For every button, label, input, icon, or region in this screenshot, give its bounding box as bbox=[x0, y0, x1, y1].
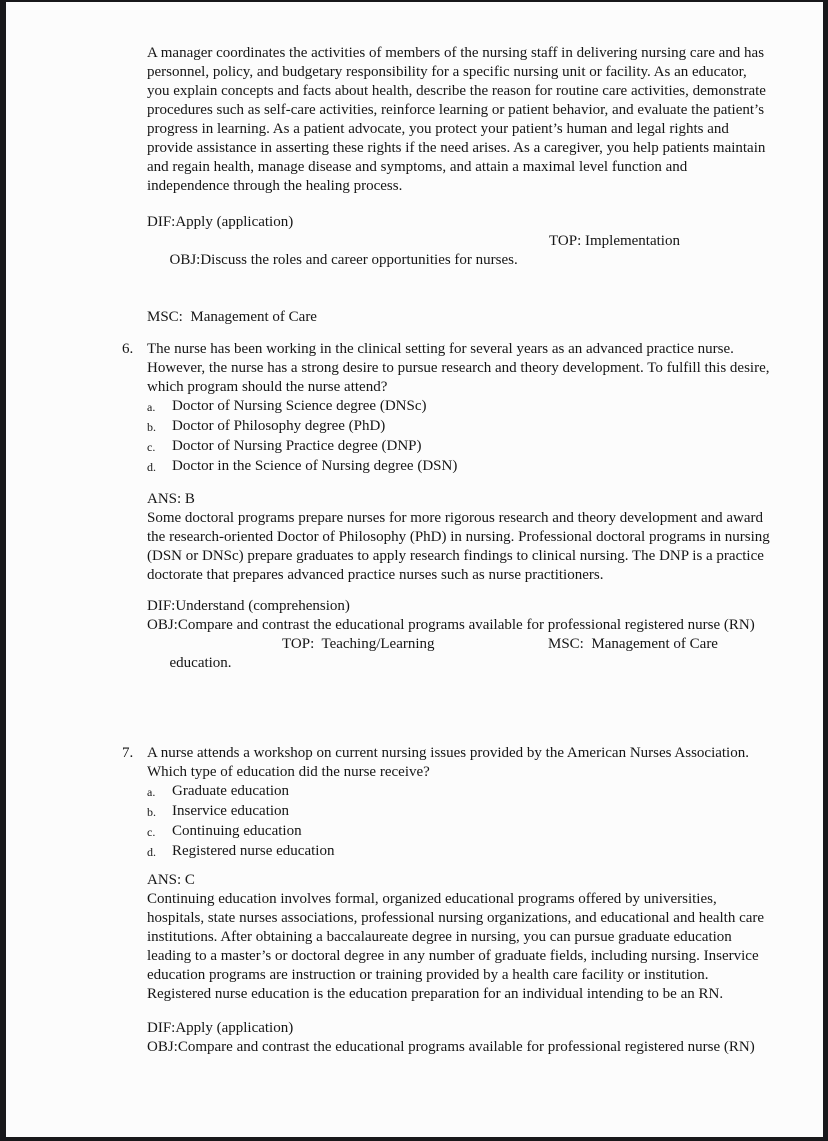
dif-line: DIF:Understand (comprehension) bbox=[147, 598, 350, 614]
answer-line: ANS: C bbox=[147, 872, 195, 888]
option-text: Graduate education bbox=[172, 783, 290, 799]
option-row bbox=[147, 457, 772, 477]
option-text: Inservice education bbox=[172, 803, 290, 819]
option-text: Doctor of Nursing Practice degree (DNP) bbox=[172, 438, 422, 454]
option-letter: c. bbox=[147, 825, 156, 839]
option-row bbox=[147, 417, 772, 437]
obj-line: OBJ:Compare and contrast the educational programs available for professional registered nurse (RN) bbox=[147, 1039, 755, 1055]
option-row bbox=[147, 782, 772, 802]
rationale-paragraph: Some doctoral programs prepare nurses for more rigorous research and theory development and award the research-oriented Doctor of Philosophy (PhD) in nursing. Professional doctoral programs in nursing (DSN or DNSc) prepare graduates to apply research findings to clinical nursing. The DNP is a practice doctorate that prepares advanced practice nurses such as nurse practitioners. bbox=[147, 510, 770, 583]
option-row bbox=[147, 842, 772, 862]
obj-top-line bbox=[147, 232, 774, 308]
msc-line: MSC: Management of Care bbox=[147, 309, 317, 325]
option-row bbox=[147, 437, 772, 457]
tag-block-1 bbox=[147, 213, 774, 327]
option-letter: a. bbox=[147, 785, 156, 799]
dif-line: DIF:Apply (application) bbox=[147, 1020, 294, 1036]
option-letter: c. bbox=[147, 440, 156, 454]
top-label: TOP: Implementation bbox=[549, 233, 680, 249]
option-letter: d. bbox=[147, 845, 156, 859]
option-letter: b. bbox=[147, 420, 156, 434]
answer-line: ANS: B bbox=[147, 491, 195, 507]
option-letter: a. bbox=[147, 400, 156, 414]
dif-line: DIF:Apply (application) bbox=[147, 214, 294, 230]
option-text: Doctor in the Science of Nursing degree (DSN) bbox=[172, 458, 458, 474]
question-text: A nurse attends a workshop on current nursing issues provided by the American Nurses Association. Which type of education did the nurse receive? bbox=[147, 745, 749, 780]
page-edge-right bbox=[823, 0, 828, 1141]
option-text: Doctor of Nursing Science degree (DNSc) bbox=[172, 398, 427, 414]
option-text: Continuing education bbox=[172, 823, 302, 839]
question-7 bbox=[122, 744, 774, 862]
option-row bbox=[147, 397, 772, 417]
obj-line: OBJ:Compare and contrast the educational programs available for professional registered nurse (RN) bbox=[147, 617, 755, 633]
tag-block-2 bbox=[147, 597, 774, 730]
page-edge-bottom bbox=[0, 1137, 828, 1141]
document-page bbox=[122, 44, 774, 1070]
obj-label: OBJ:Discuss the roles and career opportunities for nurses. bbox=[169, 252, 518, 268]
page-edge-top bbox=[0, 0, 828, 2]
page-edge-left bbox=[0, 0, 6, 1141]
top-label: TOP: Teaching/Learning bbox=[282, 636, 435, 652]
question-number: 7. bbox=[122, 745, 134, 761]
tag-block-3 bbox=[147, 1019, 774, 1057]
option-text: Registered nurse education bbox=[172, 843, 335, 859]
option-letter: b. bbox=[147, 805, 156, 819]
obj-top-msc-line bbox=[147, 635, 774, 730]
option-letter: d. bbox=[147, 460, 156, 474]
option-text: Doctor of Philosophy degree (PhD) bbox=[172, 418, 386, 434]
rationale-paragraph: Continuing education involves formal, organized educational programs offered by universities, hospitals, state nurses associations, professional nursing organizations, and educational and health care institutions. After obtaining a baccalaureate degree in nursing, you can pursue graduate education leading to a master’s or doctoral degree in any number of graduate fields, including nursing. Inservice education programs are instruction or training provided by a health care facility or institution. Registered nurse education is the education preparation for an individual intending to be an RN. bbox=[147, 891, 765, 1002]
option-row bbox=[147, 822, 772, 842]
intro-paragraph: A manager coordinates the activities of members of the nursing staff in delivering nursing care and has personnel, policy, and budgetary responsibility for a specific nursing unit or facility. As an educator, you explain concepts and facts about health, describe the reason for routine care activities, demonstrate procedures such as self-care activities, reinforce learning or patient behavior, and evaluate the patient’s progress in learning. As a patient advocate, you protect your patient’s human and legal rights and provide assistance in asserting these rights if the need arises. As a caregiver, you help patients maintain and regain health, manage disease and symptoms, and attain a maximal level function and independence through the healing process. bbox=[147, 45, 766, 194]
question-text: The nurse has been working in the clinical setting for several years as an advanced practice nurse. However, the nurse has a strong desire to pursue research and theory development. To fulfill this desire, which program should the nurse attend? bbox=[147, 341, 770, 395]
msc-label: MSC: Management of Care bbox=[548, 636, 718, 652]
question-number: 6. bbox=[122, 341, 134, 357]
option-row bbox=[147, 802, 772, 822]
question-6 bbox=[122, 340, 774, 477]
obj-continuation: education. bbox=[169, 655, 232, 671]
